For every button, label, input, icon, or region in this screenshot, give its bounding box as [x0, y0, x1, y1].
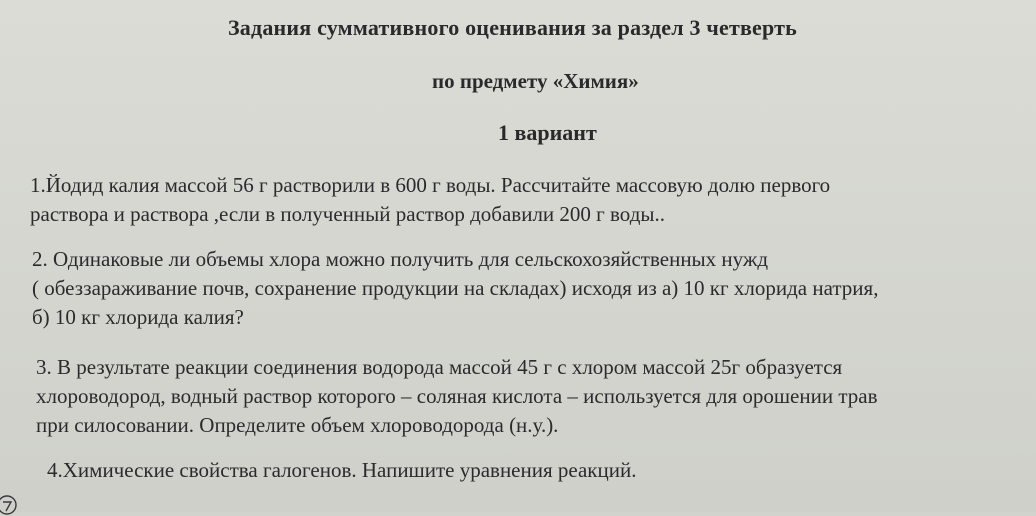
task-4	[47, 456, 636, 485]
task-2-line-1: 2. Одинаковые ли объемы хлора можно получить для сельскохозяйственных нужд	[32, 247, 769, 271]
handwritten-mark-icon	[0, 494, 18, 516]
worksheet-title: Задания суммативного оценивания за раздел 3 четверть	[228, 15, 798, 40]
task-1-line-1: 1.Йодид калия массой 56 г растворили в 600 г воды. Рассчитайте массовую долю первого	[30, 173, 831, 197]
task-1	[30, 171, 830, 229]
task-3-line-3: при силосовании. Определите объем хлороводорода (н.у.).	[36, 413, 559, 437]
task-4-line-1: 4.Химические свойства галогенов. Напишите уравнения реакций.	[47, 458, 637, 482]
task-3-line-1: 3. В результате реакции соединения водорода массой 45 г с хлором массой 25г образуется	[36, 355, 843, 379]
task-1-line-2: раствора и раствора ,если в полученный раствор добавили 200 г воды..	[30, 202, 665, 226]
task-2	[32, 245, 878, 332]
subject-line: по предмету «Химия»	[432, 69, 639, 93]
task-2-line-3: б) 10 кг хлорида калия?	[32, 305, 244, 329]
task-3	[36, 353, 878, 440]
task-3-line-2: хлороводород, водный раствор которого – соляная кислота – используется для орошении трав	[36, 384, 878, 408]
variant-line: 1 вариант	[498, 120, 597, 145]
task-2-line-2: ( обеззараживание почв, сохранение продукции на складах) исходя из а) 10 кг хлорида натрия,	[32, 276, 879, 300]
